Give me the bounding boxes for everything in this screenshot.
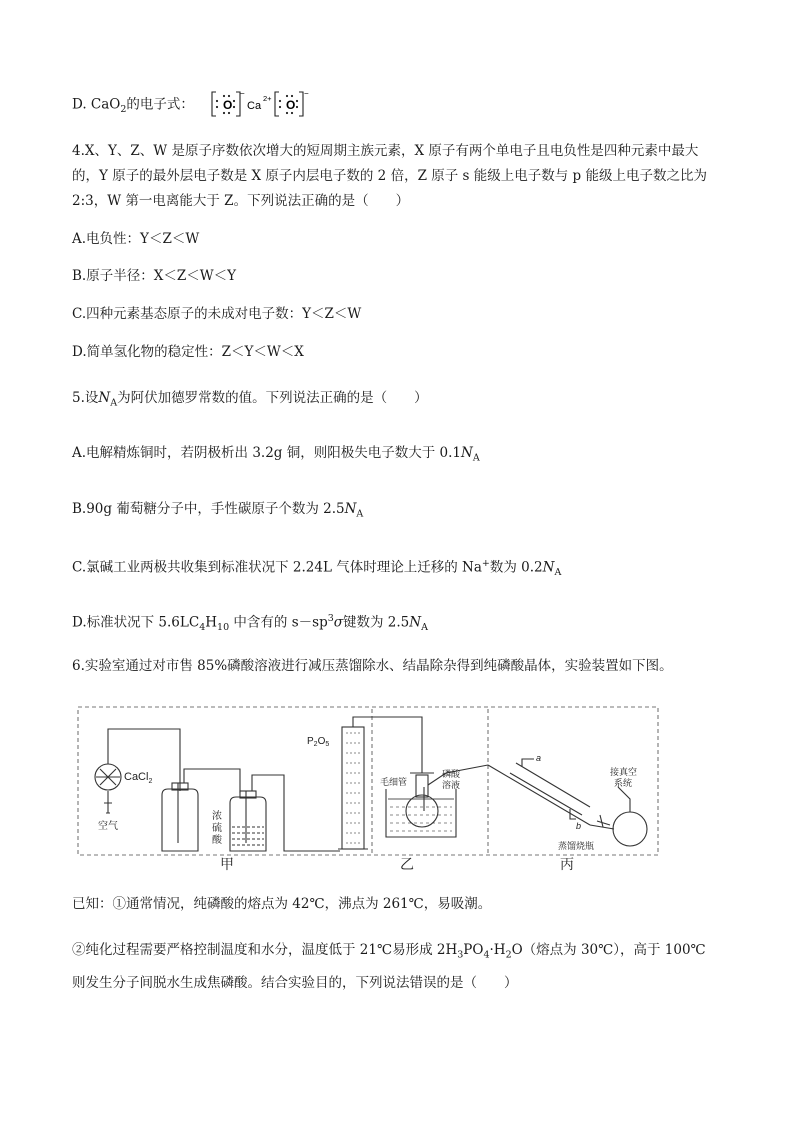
q5-stem-prefix: 5.设 [72, 390, 99, 406]
q5-option-b-na-sub: A [356, 508, 364, 520]
q5-option-b-na: N [344, 501, 357, 517]
q4-option-c: C.四种元素基态原子的未成对电子数：Y＜Z＜W [72, 306, 362, 322]
q4-option-a: A.电负性：Y＜Z＜W [72, 231, 200, 247]
q5-option-d-na-sub: A [421, 622, 428, 634]
q6-known-2-b: PO [463, 942, 484, 958]
label-section-yi: 乙 [400, 856, 414, 872]
lewis-calcium: Ca [247, 100, 262, 112]
q3-option-d-sub: 2 [120, 104, 127, 116]
label-section-jia: 甲 [220, 856, 234, 872]
q5-option-d-text2: H [205, 614, 218, 631]
q5-option-c-text1: C.氯碱工业两极共收集到标准状况下 2.24L 气体时理论上迁移的 Na [72, 559, 482, 576]
q3-option-d-prefix: D. CaO [72, 96, 121, 113]
lewis-oxygen-2: O [286, 98, 296, 112]
q4-stem-line1: 4.X、Y、Z、W 是原子序数依次增大的短周期主族元素，X 原子有两个单电子且电负性是四种元素中最大 [72, 143, 699, 159]
label-port-a: a [536, 753, 542, 763]
label-air: 空气 [98, 821, 118, 832]
q5-option-c-na-sub: A [554, 567, 562, 579]
lewis-charge-1: − [240, 89, 245, 98]
q5-option-b [72, 499, 363, 525]
label-conc-acid-3: 酸 [212, 835, 222, 846]
q5-option-d-na: N [409, 614, 422, 631]
q5-stem [72, 388, 428, 414]
q6-known-2 [72, 940, 706, 966]
q5-na-sub: A [110, 397, 118, 409]
q6-known-1: 已知：①通常情况，纯磷酸的熔点为 42℃，沸点为 261℃，易吸潮。 [72, 896, 492, 912]
lewis-calcium-charge: 2+ [263, 94, 272, 103]
label-section-bing: 丙 [560, 856, 574, 872]
label-cacl2: CaCl$_2$ [124, 771, 153, 785]
q4-option-d: D.简单氢化物的稳定性：Z＜Y＜W＜X [72, 344, 304, 360]
q5-option-c-sup: + [481, 558, 490, 569]
q5-na-symbol: N [98, 390, 111, 406]
q5-option-d-text3: 中含有的 s－sp [229, 614, 328, 631]
q6-known-2-sub2: 4 [483, 949, 490, 961]
label-capillary: 毛细管 [380, 777, 408, 787]
q5-option-a-text: A.电解精炼铜时，若阴极析出 3.2g 铜，则阳极失电子数大于 0.1 [72, 445, 461, 461]
q4-option-b: B.原子半径：X＜Z＜W＜Y [72, 268, 236, 284]
q5-stem-suffix: 为阿伏加德罗常数的值。下列说法正确的是（ ） [117, 390, 428, 406]
label-p2o5: $P_2O_5$ [307, 736, 330, 748]
q5-option-d-sup: 3 [327, 613, 334, 624]
q6-known-2-c: ·H [489, 942, 506, 958]
label-conc-acid-2: 硫 [212, 823, 222, 834]
q3-option-d-suffix: 的电子式： [126, 96, 194, 113]
q6-known-2-sub3: 2 [505, 949, 512, 961]
label-phos-1: 磷酸 [442, 769, 461, 779]
q5-option-d [72, 609, 428, 638]
q5-option-b-text: B.90g 葡萄糖分子中，手性碳原子个数为 2.5 [72, 501, 345, 517]
label-phos-2: 溶液 [442, 780, 461, 790]
label-vacuum-1: 接真空 [610, 767, 638, 777]
q5-option-d-sub2: 10 [217, 622, 230, 634]
q5-option-d-text4: 键数为 2.5 [342, 614, 410, 631]
q5-option-d-sigma: σ [333, 614, 343, 631]
q3-option-d [72, 88, 320, 122]
q4-stem-line2: 的，Y 原子的最外层电子数是 X 原子内层电子数的 2 倍，Z 原子 s 能级上电子数与 p 能级上电子数之比为 [72, 168, 707, 184]
lewis-charge-2: − [304, 89, 309, 98]
apparatus-figure [70, 703, 670, 875]
q6-known-3: 则发生分子间脱水生成焦磷酸。结合实验目的，下列说法错误的是（ ） [72, 975, 518, 991]
q5-option-d-text1: D.标准状况下 5.6LC [72, 614, 200, 631]
q5-option-c-text2: 数为 0.2 [489, 559, 543, 576]
q5-option-a-na-sub: A [472, 452, 480, 464]
q6-known-2-d: O（熔点为 30℃），高于 100℃ [511, 942, 706, 958]
q5-option-c [72, 554, 561, 583]
label-flask: 蒸馏烧瓶 [558, 841, 595, 851]
q5-option-a-na: N [461, 445, 473, 461]
q5-option-a [72, 443, 480, 469]
q5-option-c-na: N [542, 559, 555, 576]
label-port-b: b [576, 821, 582, 831]
q6-known-2-a: ②纯化过程需要严格控制温度和水分，温度低于 21℃易形成 2H [72, 942, 458, 958]
label-vacuum-2: 系统 [614, 778, 633, 788]
q5-option-d-sub1: 4 [199, 622, 206, 634]
q4-stem-line3: 2:3，W 第一电离能大于 Z。下列说法正确的是（ ） [72, 193, 410, 209]
q6-stem: 6.实验室通过对市售 85%磷酸溶液进行减压蒸馏除水、结晶除杂得到纯磷酸晶体，实验装置如下图。 [72, 658, 673, 674]
q6-known-2-sub1: 3 [457, 949, 464, 961]
lewis-oxygen-1: O [223, 98, 233, 112]
cao2-lewis-structure [208, 88, 320, 122]
label-conc-acid-1: 浓 [212, 811, 222, 822]
